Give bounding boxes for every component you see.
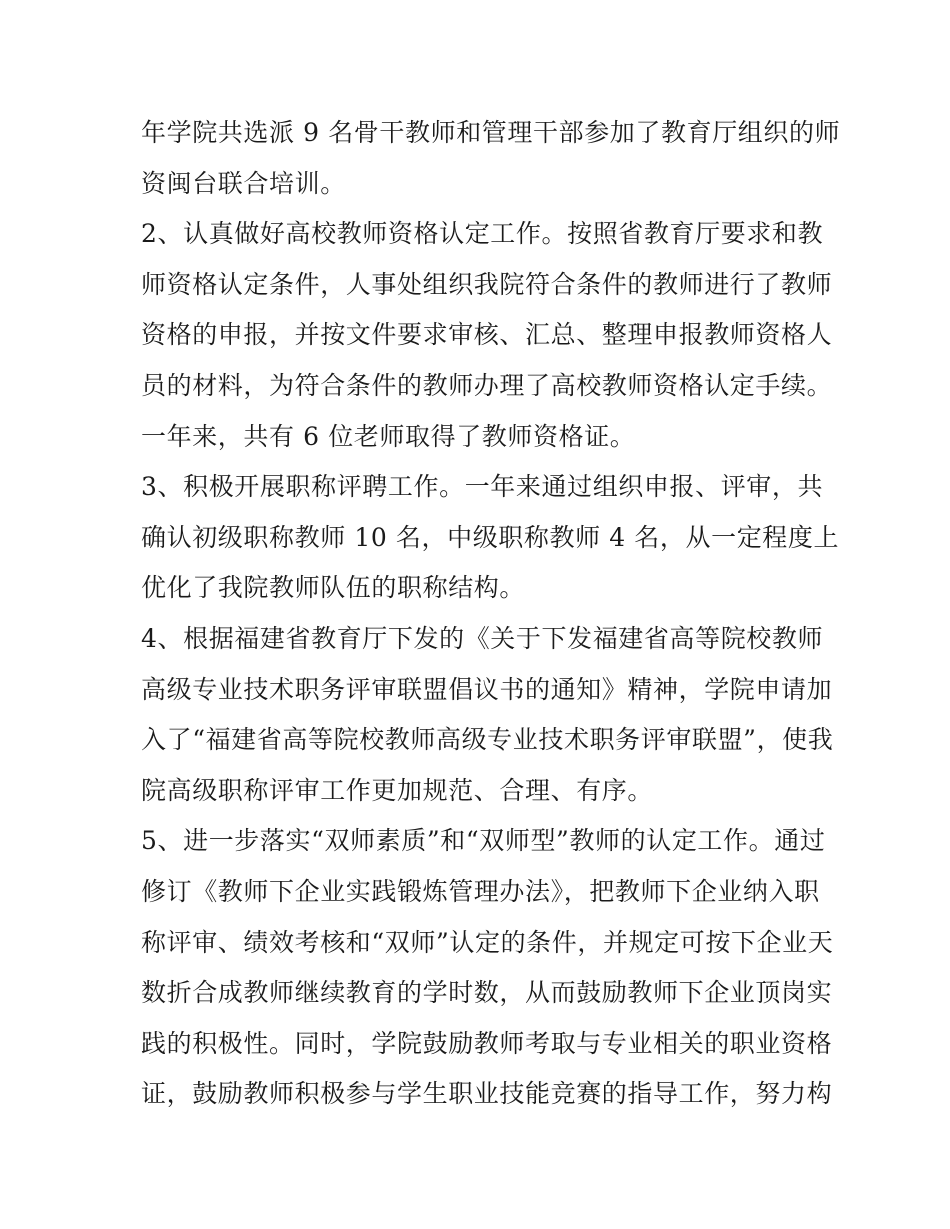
text-line: 3、积极开展职称评聘工作。一年来通过组织申报、评审，共 [141,472,824,502]
text-line: 年学院共选派 9 名骨干教师和管理干部参加了教育厅组织的师 [141,118,841,147]
text-line: 一年来，共有 6 位老师取得了教师资格证。 [141,421,636,451]
text-line: 高级专业技术职务评审联盟倡议书的通知》精神，学院申请加 [141,674,833,704]
text-line: 5、进一步落实“双师素质”和“双师型”教师的认定工作。通过 [141,826,826,856]
text-line: 证，鼓励教师积极参与学生职业技能竞赛的指导工作，努力构 [141,1079,833,1109]
text-line: 4、根据福建省教育厅下发的《关于下发福建省高等院校教师 [141,623,824,653]
text-line: 践的积极性。同时，学院鼓励教师考取与专业相关的职业资格 [141,1028,833,1058]
text-line: 称评审、绩效考核和“双师”认定的条件，并规定可按下企业天 [141,927,834,957]
text-line: 数折合成教师继续教育的学时数，从而鼓励教师下企业顶岗实 [141,978,833,1008]
text-line: 入了“福建省高等院校教师高级专业技术职务评审联盟”，使我 [141,725,834,755]
text-line: 修订《教师下企业实践锻炼管理办法》，把教师下企业纳入职 [141,876,820,906]
text-line: 师资格认定条件，人事处组织我院符合条件的教师进行了教师 [141,269,833,299]
body-text [141,108,841,1120]
text-line: 员的材料，为符合条件的教师办理了高校教师资格认定手续。 [141,370,833,400]
text-line: 资格的申报，并按文件要求审核、汇总、整理申报教师资格人 [141,320,833,350]
text-line: 优化了我院教师队伍的职称结构。 [141,573,526,603]
text-line: 资闽台联合培训。 [141,168,346,198]
text-line: 2、认真做好高校教师资格认定工作。按照省教育厅要求和教 [141,219,824,249]
text-line: 院高级职称评审工作更加规范、合理、有序。 [141,775,654,805]
text-line: 确认初级职称教师 10 名，中级职称教师 4 名，从一定程度上 [141,522,840,552]
